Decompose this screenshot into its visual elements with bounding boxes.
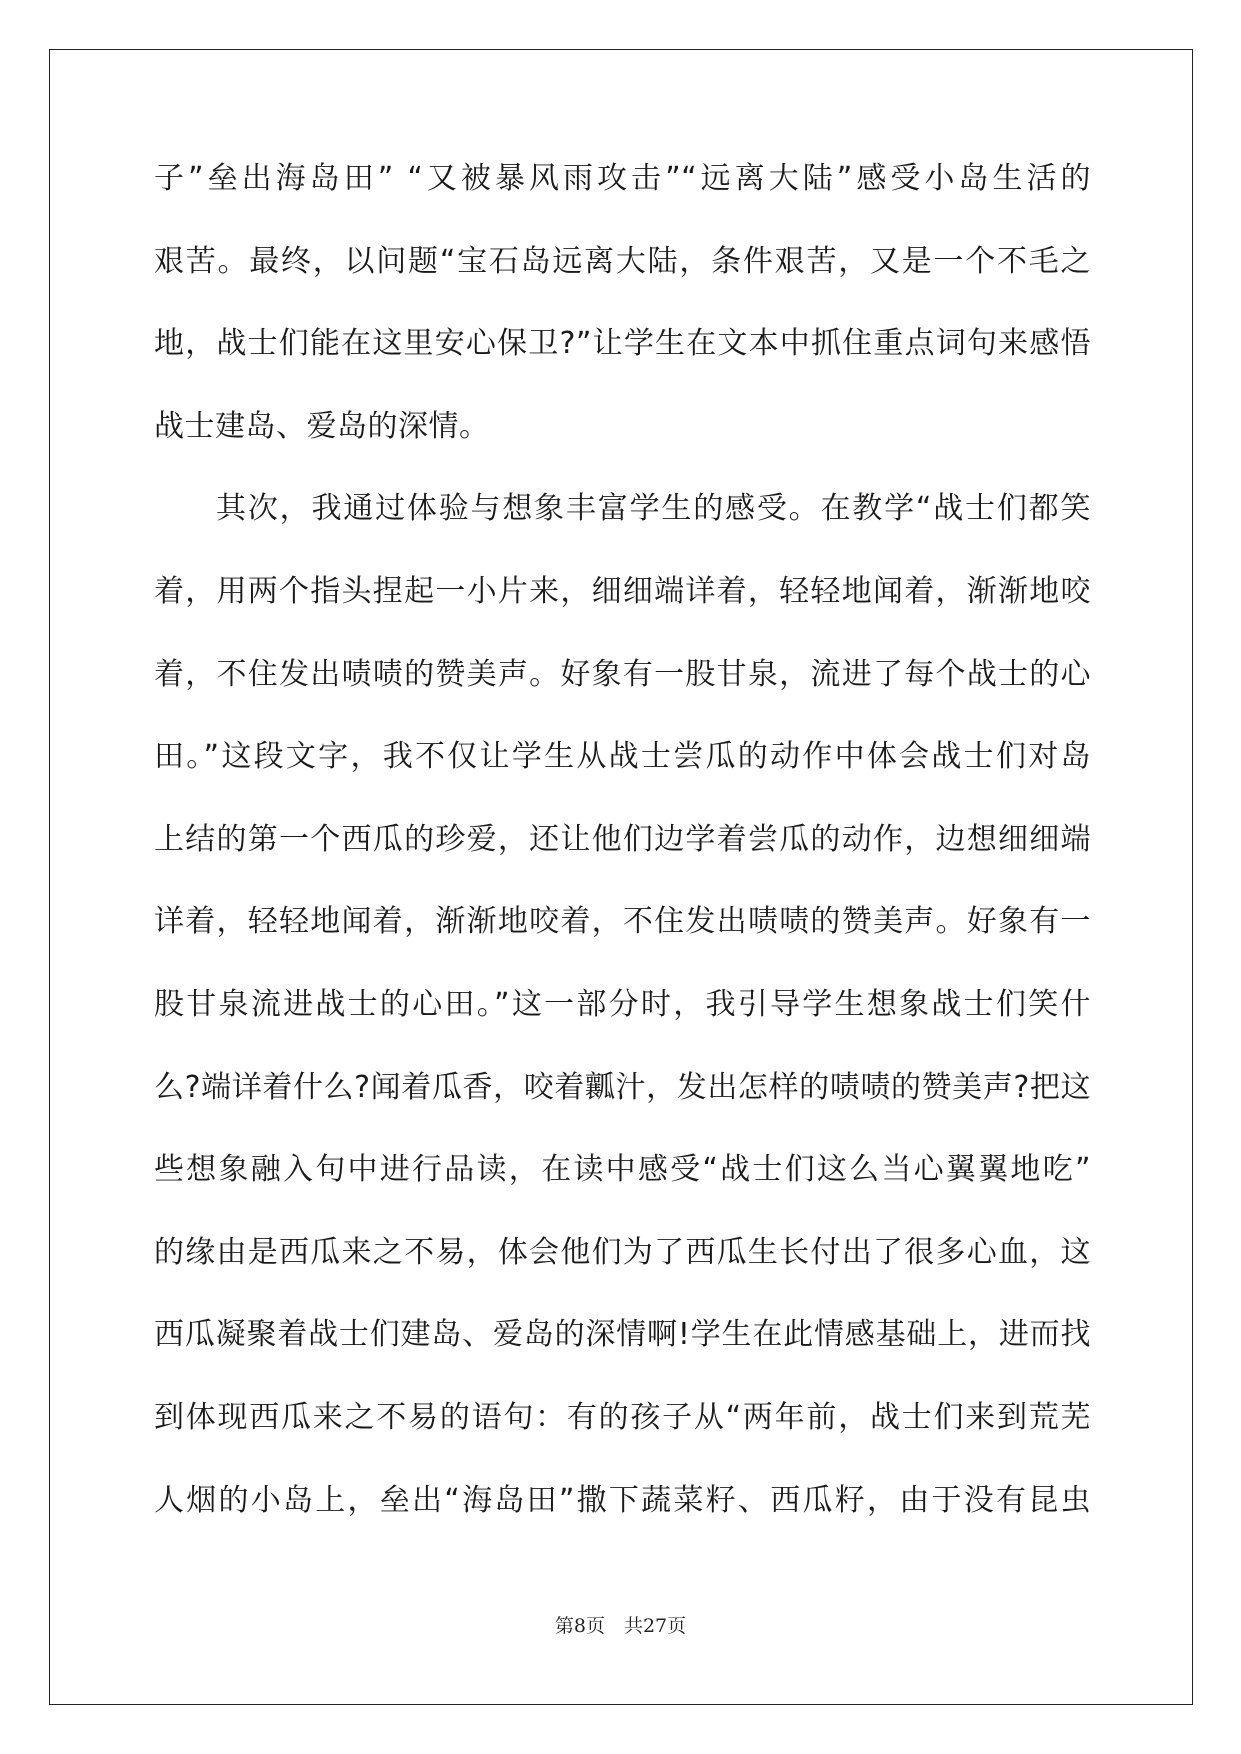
text-line: 地，战士们能在这里安心保卫?”让学生在文本中抓住重点词句来感悟	[154, 326, 1091, 362]
text-line: 西瓜凝聚着战士们建岛、爱岛的深情啊!学生在此情感基础上，进而找	[154, 1317, 1091, 1353]
text-line: 到体现西瓜来之不易的语句：有的孩子从“两年前，战士们来到荒芜	[154, 1399, 1091, 1435]
text-line: 上结的第一个西瓜的珍爱，还让他们边学着尝瓜的动作，边想细细端	[154, 821, 1091, 857]
page-number-footer: 第8页 共27页	[554, 1615, 687, 1637]
text-line: 田。”这段文字，我不仅让学生从战士尝瓜的动作中体会战士们对岛	[154, 739, 1091, 775]
text-line: 详着，轻轻地闻着，渐渐地咬着，不住发出啧啧的赞美声。好象有一	[154, 904, 1091, 940]
text-line: 的缘由是西瓜来之不易，体会他们为了西瓜生长付出了很多心血，这	[154, 1234, 1091, 1270]
text-line: 股甘泉流进战士的心田。”这一部分时，我引导学生想象战士们笑什	[154, 986, 1091, 1022]
text-line: 么?端详着什么?闻着瓜香，咬着瓤汁，发出怎样的啧啧的赞美声?把这	[154, 1069, 1091, 1105]
text-line: 子”垒出海岛田” “又被暴风雨攻击”“远离大陆”感受小岛生活的	[154, 161, 1091, 196]
text-line: 人烟的小岛上，垒出“海岛田”撒下蔬菜籽、西瓜籽，由于没有昆虫	[154, 1482, 1091, 1518]
text-line: 着，不住发出啧啧的赞美声。好象有一股甘泉，流进了每个战士的心	[154, 656, 1091, 692]
text-line: 着，用两个指头捏起一小片来，细细端详着，轻轻地闻着，渐渐地咬	[154, 573, 1091, 609]
paragraph-first-line: 其次，我通过体验与想象丰富学生的感受。在教学“战士们都笑	[216, 491, 1091, 527]
text-line: 艰苦。最终，以问题“宝石岛远离大陆，条件艰苦，又是一个不毛之	[154, 243, 1091, 279]
text-line: 些想象融入句中进行品读，在读中感受“战士们这么当心翼翼地吃”	[154, 1152, 1091, 1188]
text-line: 战士建岛、爱岛的深情。	[154, 408, 490, 444]
document-body	[154, 161, 1091, 1568]
